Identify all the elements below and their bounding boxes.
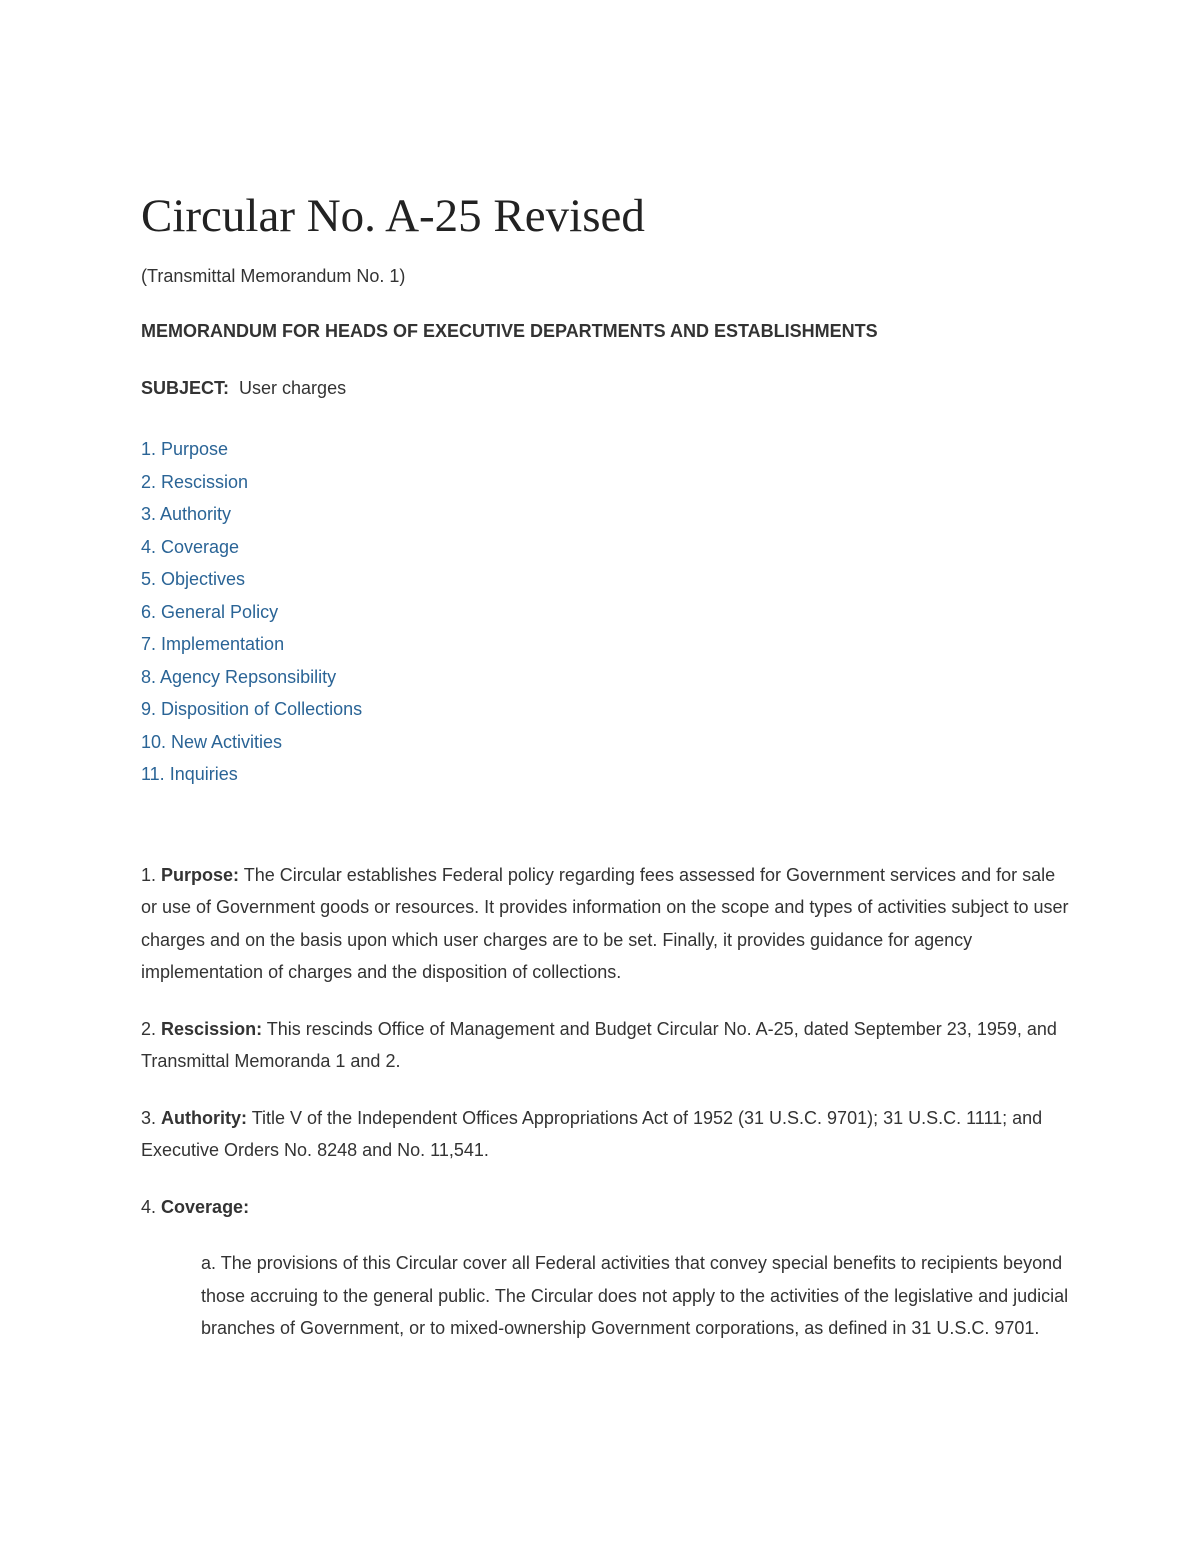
toc-link-coverage[interactable]: 4. Coverage <box>141 536 240 557</box>
toc-item <box>141 758 1071 791</box>
section-authority <box>141 1102 1071 1167</box>
section-coverage-a <box>201 1247 1071 1345</box>
subject-label: SUBJECT: <box>141 378 230 398</box>
toc-link-new-activities[interactable]: 10. New Activities <box>141 731 283 752</box>
section-coverage <box>141 1191 1071 1224</box>
toc-item <box>141 498 1071 531</box>
subsection-marker: a. <box>201 1253 217 1273</box>
section-label: Authority: <box>161 1107 248 1128</box>
toc-item <box>141 726 1071 759</box>
section-label: Purpose: <box>161 864 240 885</box>
section-number: 2. <box>141 1018 157 1039</box>
toc-link-objectives[interactable]: 5. Objectives <box>141 569 246 589</box>
toc-link-general-policy[interactable]: 6. General Policy <box>141 601 279 622</box>
toc-link-purpose[interactable]: 1. Purpose <box>141 439 229 459</box>
table-of-contents <box>141 433 1071 791</box>
toc-item <box>141 563 1071 596</box>
toc-item <box>141 693 1071 726</box>
section-text: The Circular establishes Federal policy regarding fees assessed for Government services and for sale or use of Government goods or resources. It provides information on the scope and types of activities subject to user charges and on the basis upon which user charges are to be set. Finally, it provides guidance for agency implementation of charges and the disposition of collections. <box>141 864 1069 982</box>
toc-item <box>141 433 1071 466</box>
section-number: 1. <box>141 864 157 885</box>
memo-heading: MEMORANDUM FOR HEADS OF EXECUTIVE DEPARTMENTS AND ESTABLISHMENTS <box>141 321 878 341</box>
transmittal-note: (Transmittal Memorandum No. 1) <box>141 266 406 286</box>
toc-item <box>141 531 1071 564</box>
toc-link-disposition[interactable]: 9. Disposition of Collections <box>141 699 363 719</box>
toc-link-authority[interactable]: 3. Authority <box>141 504 232 524</box>
section-text: Title V of the Independent Offices Appropriations Act of 1952 (31 U.S.C. 9701); 31 U.S.C. 1111; and Executive Orders No. 8248 and No. 11,541. <box>141 1107 1043 1160</box>
subject-line <box>141 376 1071 400</box>
toc-link-inquiries[interactable]: 11. Inquiries <box>141 764 238 784</box>
toc-link-agency-responsibility[interactable]: 8. Agency Repsonsibility <box>141 666 337 687</box>
toc-item <box>141 466 1071 499</box>
toc-item <box>141 596 1071 629</box>
section-text: This rescinds Office of Management and Budget Circular No. A-25, dated September 23, 1959, and Transmittal Memoranda 1 and 2. <box>141 1018 1057 1071</box>
toc-item <box>141 628 1071 661</box>
section-number: 3. <box>141 1107 157 1128</box>
toc-link-implementation[interactable]: 7. Implementation <box>141 634 285 654</box>
subsection-text: The provisions of this Circular cover all Federal activities that convey special benefits to recipients beyond those accruing to the general public. The Circular does not apply to the activities of the legislative and judicial branches of Government, or to mixed-ownership Government corporations, as defined in 31 U.S.C. 9701. <box>201 1253 1069 1338</box>
document-page <box>141 188 1071 1345</box>
toc-link-rescission[interactable]: 2. Rescission <box>141 471 249 492</box>
page-title: Circular No. A-25 Revised <box>141 190 645 242</box>
section-number: 4. <box>141 1196 157 1217</box>
section-purpose <box>141 859 1071 989</box>
section-rescission <box>141 1013 1071 1078</box>
section-label: Rescission: <box>161 1018 263 1039</box>
toc-item <box>141 661 1071 694</box>
subject-value: User charges <box>239 378 347 398</box>
section-label: Coverage: <box>161 1196 250 1217</box>
